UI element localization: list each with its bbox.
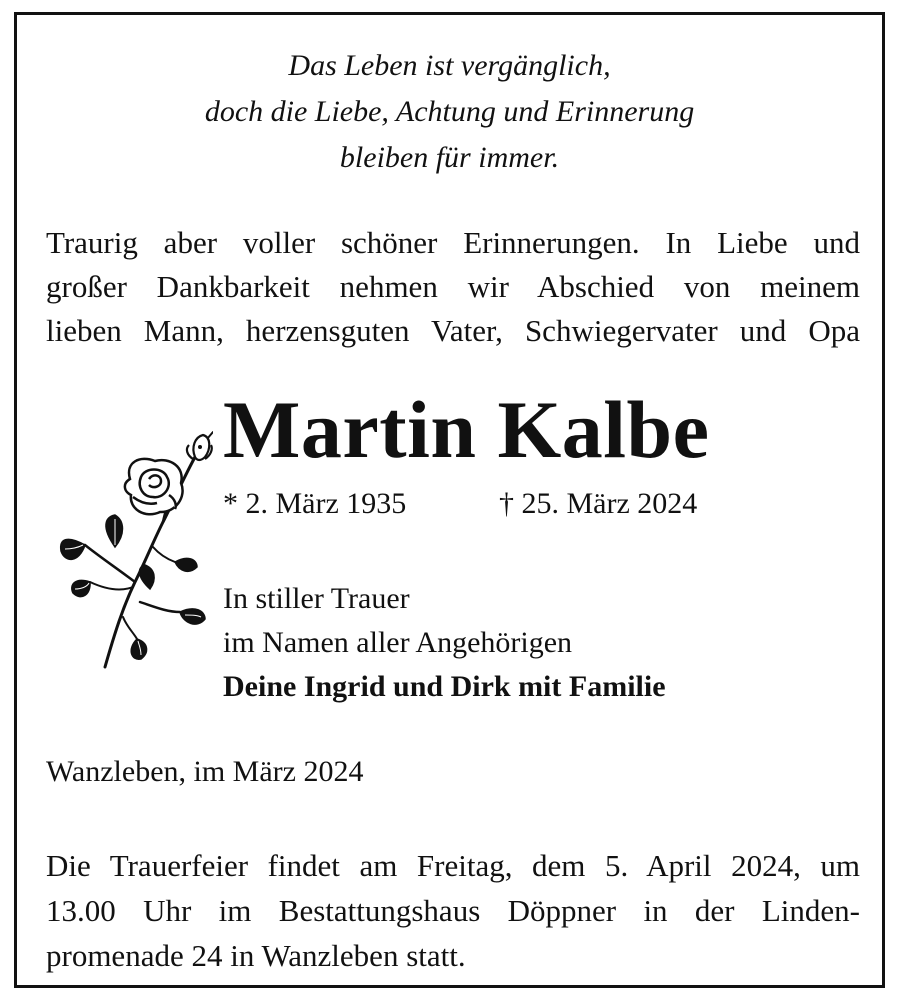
motto-line: doch die Liebe, Achtung und Erinnerung (204, 95, 695, 128)
intro-text (46, 221, 860, 353)
service-line: promenade 24 in Wanzleben statt. (46, 938, 466, 973)
rose-icon (45, 417, 213, 673)
mourners-line: In stiller Trauer (223, 582, 410, 615)
intro-line: großer Dankbarkeit nehmen wir Abschied von meinem (46, 269, 860, 304)
service-line: 13.00 Uhr im Bestattungshaus Döppner in der Linden- (46, 893, 860, 928)
mourners-line: im Namen aller Angehörigen (223, 626, 573, 659)
motto-line: Das Leben ist vergänglich, (288, 49, 611, 82)
intro-line: Traurig aber voller schöner Erinnerungen. In Liebe und (46, 225, 860, 260)
intro-line: lieben Mann, herzensguten Vater, Schwiegervater und Opa (46, 313, 860, 348)
service-line: Die Trauerfeier findet am Freitag, dem 5. April 2024, um (46, 848, 860, 883)
service-info (46, 843, 860, 978)
motto-line: bleiben für immer. (339, 141, 560, 174)
obituary-notice (14, 12, 885, 988)
motto (17, 43, 882, 181)
death-date: † 25. März 2024 (499, 487, 698, 520)
deceased-name: Martin Kalbe (223, 384, 710, 475)
mourners-block (223, 577, 666, 709)
birth-date: * 2. März 1935 (223, 487, 407, 520)
mourners-names: Deine Ingrid und Dirk mit Familie (223, 670, 666, 703)
place-date: Wanzleben, im März 2024 (46, 755, 364, 788)
